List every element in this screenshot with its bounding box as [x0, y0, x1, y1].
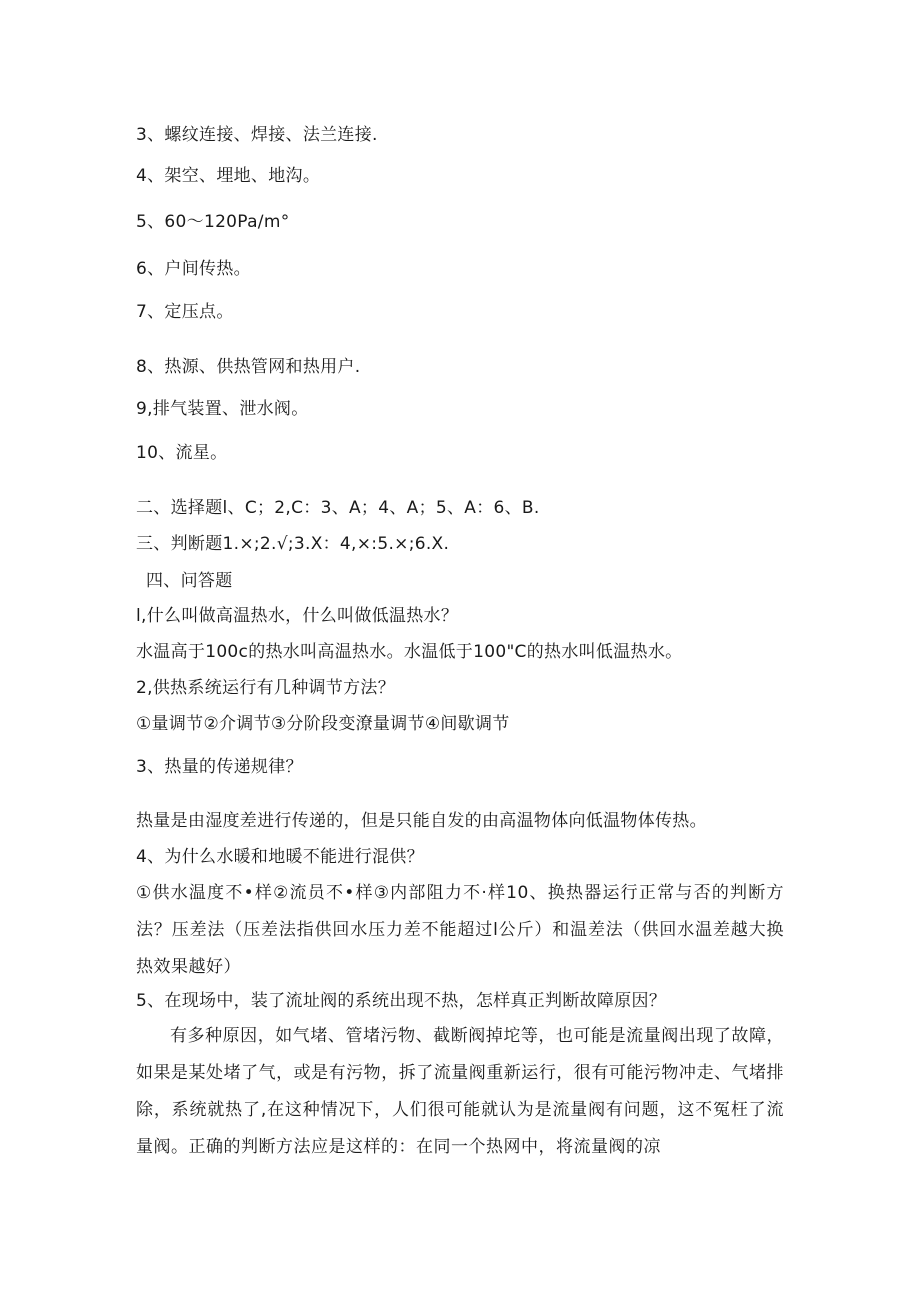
answer-4: ①供水温度不•样②流员不•样③内部阻力不·样10、换热器运行正常与否的判断方法？压差法（压差法指供回水压力差不能超过l公斤）和温差法（供回水温差越大换热效果越好） [136, 883, 784, 977]
answer-1: 水温高于100c的热水叫高温热水。水温低于100"C的热水叫低温热水。 [136, 642, 683, 662]
judgment-answers: 三、判断题1.×;2.√;3.X：4,×:5.×;6.X. [136, 534, 450, 554]
question-1: l,什么叫做高温热水，什么叫做低温热水？ [136, 606, 459, 626]
question-5: 5、在现场中，装了流址阀的系统出现不热，怎样真正判断故障原因？ [136, 991, 667, 1011]
question-3: 3、热量的传递规律？ [136, 757, 303, 777]
answer-line-3: 3、螺纹连接、焊接、法兰连接. [136, 125, 378, 145]
answer-line-9: 9,排气装置、泄水阀。 [136, 399, 309, 419]
question-4: 4、为什么水暖和地暖不能进行混供？ [136, 847, 424, 867]
answer-line-6: 6、户间传热。 [136, 259, 251, 279]
answer-5: 有多种原因，如气堵、管堵污物、截断阀掉坨等，也可能是流量阀出现了故障，如果是某处堵了气，或是有污物，拆了流量阀重新运行，很有可能污物冲走、气堵排除，系统就热了,在这种情况下，人们很可能就认为是流量阀有问题，这不冤枉了流量阀。正确的判断方法应是这样的：在同一个热网中，将流量阀的凉 [136, 1026, 784, 1157]
qa-heading: 四、问答题 [146, 571, 233, 591]
answer-3: 热量是由湿度差进行传递的，但是只能自发的由高温物体向低温物体传热。 [136, 811, 707, 831]
answer-2: ①量调节②介调节③分阶段变潦量调节④间歇调节 [136, 714, 510, 734]
answer-line-8: 8、热源、供热管网和热用户. [136, 357, 361, 377]
question-2: 2,供热系统运行有几种调节方法？ [136, 678, 396, 698]
answer-line-4: 4、架空、埋地、地沟。 [136, 166, 321, 186]
answer-line-7: 7、定压点。 [136, 302, 234, 322]
answer-line-10: 10、流星。 [136, 443, 228, 463]
choice-answers: 二、选择题l、C；2,C：3、A；4、A；5、A：6、B. [136, 498, 540, 518]
answer-line-5: 5、60～120Pa∕m° [136, 212, 290, 232]
